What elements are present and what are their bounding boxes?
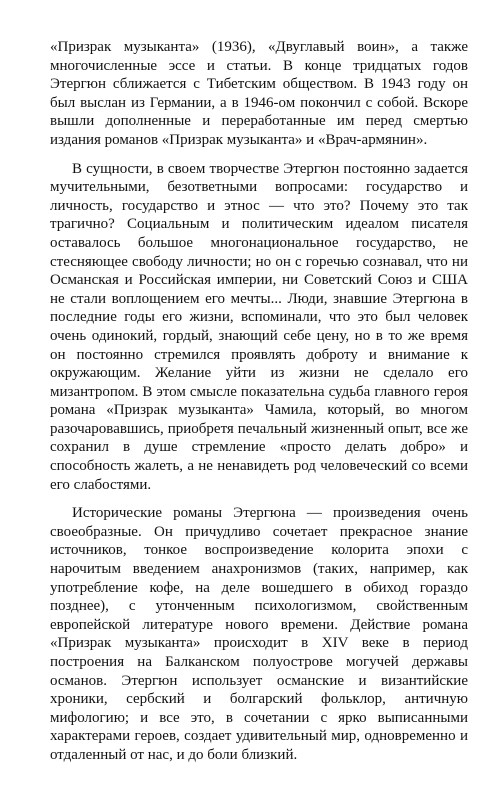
paragraph-2: В сущности, в своем творчестве Этергюн постоянно задается мучительными, безответными вопросами: государство и личность, государство и этнос — что это? Почему это так трагично? Социальным и политическим идеалом писателя оставалось большое многонациональное государство, не стесняющее свободу личности; но он с горечью сознавал, что ни Османская и Российская империи, ни Советский Союз и США не стали воплощением его мечты... Люди, знавшие Этергюна в последние годы его жизни, вспоминали, что это был человек очень одинокий, гордый, знающий себе цену, но в то же время он постоянно стремился проявлять доброту и внимание к окружающим. Желание уйти из жизни не сделало его мизантропом. В этом смысле показательна судьба главного героя романа «Призрак музыканта» Чамила, который, во многом разочаровавшись, приобретя печальный жизненный опыт, все же сохранил в душе стремление «просто делать добро» и способность жалеть, а не ненавидеть род человеческий со всеми его слабостями. — [50, 160, 468, 493]
paragraph-3: Исторические романы Этергюна — произведения очень своеобразные. Он причудливо сочетает прекрасное знание источников, тонкое воспроизведение колорита эпохи с нарочитым введением анахронизмов (таких, например, как употребление кофе, на деле вошедшего в обиход гораздо позднее), с утонченным психологизмом, свойственным европейской литературе нового времени. Действие романа «Призрак музыканта» происходит в XIV веке в период построения на Балканском полуострове могучей державы османов. Этергюн использует османские и византийские хроники, сербский и болгарский фольклор, античную мифологию; и все это, в сочетании с ярко выписанными характерами героев, создает удивительный мир, одновременно и отдаленный от нас, и до боли близкий. — [50, 505, 468, 763]
body-text — [50, 38, 468, 765]
paragraph-1: «Призрак музыканта» (1936), «Двуглавый воин», а также многочисленные эссе и статьи. В конце тридцатых годов Этергюн сближается с Тибетским обществом. В 1943 году он был выслан из Германии, а в 1946-ом покончил с собой. Вскоре вышли дополненные и переработанные им перед смертью издания романов «Призрак музыканта» и «Врач-армянин». — [50, 39, 468, 148]
